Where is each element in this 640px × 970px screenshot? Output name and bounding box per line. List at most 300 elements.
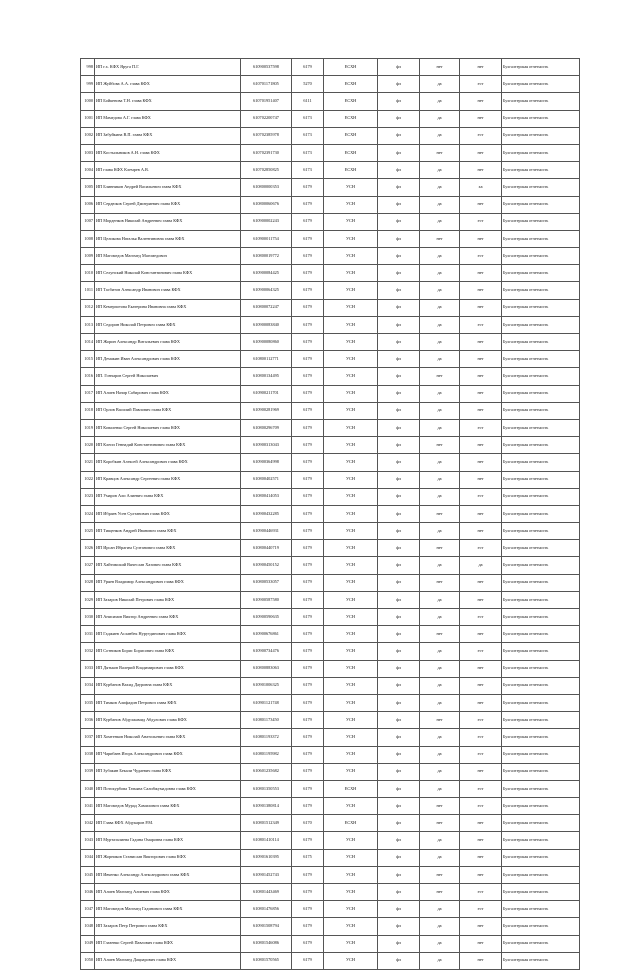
inn: 610900002243: [241, 213, 292, 230]
organization-name: ИП Тимков Алифадин Петрович глава КФХ: [95, 694, 241, 711]
row-number: 1020: [81, 437, 95, 454]
report-type: Бухгалтерская отчетность: [502, 694, 580, 711]
okved-code: 6179: [292, 884, 324, 901]
okved-code: 6179: [292, 248, 324, 265]
status-flag-2: нет: [460, 763, 502, 780]
okved-code: 6179: [292, 488, 324, 505]
organization-name: ИП Забуйкина В.П. глава КФХ: [95, 127, 241, 144]
entity-type: фл: [378, 798, 420, 815]
okved-code: 6179: [292, 952, 324, 969]
organization-name: ИП Клепп Геннадий Константинович глава КФХ: [95, 437, 241, 454]
inn: 610702850825: [241, 162, 292, 179]
entity-type: фл: [378, 76, 420, 93]
table-row: [81, 471, 580, 488]
okved-code: 6179: [292, 351, 324, 368]
table-row: [81, 488, 580, 505]
report-type: Бухгалтерская отчетность: [502, 798, 580, 815]
report-type: Бухгалтерская отчетность: [502, 729, 580, 746]
tax-regime: УСН: [324, 248, 378, 265]
status-flag-2: нет: [460, 454, 502, 471]
status-flag: да: [420, 385, 460, 402]
organization-name: ИП Анисимов Виктор Андреевич глава КФХ: [95, 609, 241, 626]
status-flag-2: ест: [460, 248, 502, 265]
table-row: [81, 677, 580, 694]
report-type: Бухгалтерская отчетность: [502, 935, 580, 952]
table-row: [81, 282, 580, 299]
status-flag-2: да: [460, 557, 502, 574]
status-flag-2: нет: [460, 677, 502, 694]
status-flag-2: нет: [460, 334, 502, 351]
tax-regime: УСН: [324, 471, 378, 488]
entity-type: фл: [378, 162, 420, 179]
inn: 610900450152: [241, 557, 292, 574]
tax-regime: УСН: [324, 763, 378, 780]
report-type: Бухгалтерская отчетность: [502, 591, 580, 608]
tax-regime: УСН: [324, 299, 378, 316]
registry-table-body: [81, 59, 580, 970]
row-number: 1024: [81, 505, 95, 522]
tax-regime: ЕСХН: [324, 144, 378, 161]
table-row: [81, 866, 580, 883]
report-type: Бухгалтерская отчетность: [502, 419, 580, 436]
status-flag-2: ест: [460, 488, 502, 505]
inn: 610801410114: [241, 832, 292, 849]
okved-code: 6179: [292, 540, 324, 557]
row-number: 1023: [81, 488, 95, 505]
status-flag-2: нет: [460, 110, 502, 127]
entity-type: фл: [378, 437, 420, 454]
status-flag: да: [420, 471, 460, 488]
okved-code: 6179: [292, 660, 324, 677]
inn: 610901508794: [241, 918, 292, 935]
tax-regime: УСН: [324, 557, 378, 574]
inn: 610800112771: [241, 351, 292, 368]
entity-type: фл: [378, 591, 420, 608]
report-type: Бухгалтерская отчетность: [502, 471, 580, 488]
report-type: Бухгалтерская отчетность: [502, 59, 580, 76]
entity-type: фл: [378, 179, 420, 196]
inn: 610900080860: [241, 334, 292, 351]
inn: 610601235682: [241, 763, 292, 780]
inn: 610801570565: [241, 952, 292, 969]
okved-code: 6179: [292, 437, 324, 454]
entity-type: фл: [378, 626, 420, 643]
table-row: [81, 660, 580, 677]
status-flag-2: нет: [460, 402, 502, 419]
row-number: 1039: [81, 763, 95, 780]
tax-regime: ЕСХН: [324, 93, 378, 110]
row-number: 1016: [81, 368, 95, 385]
status-flag-2: ест: [460, 643, 502, 660]
entity-type: фл: [378, 127, 420, 144]
entity-type: фл: [378, 196, 420, 213]
entity-type: фл: [378, 351, 420, 368]
row-number: 1002: [81, 127, 95, 144]
table-row: [81, 179, 580, 196]
organization-name: ИП Кравцов Александр Сергеевич глава КФХ: [95, 471, 241, 488]
report-type: Бухгалтерская отчетность: [502, 763, 580, 780]
table-row: [81, 884, 580, 901]
report-type: Бухгалтерская отчетность: [502, 849, 580, 866]
row-number: 1022: [81, 471, 95, 488]
tax-regime: УСН: [324, 591, 378, 608]
okved-code: 6179: [292, 402, 324, 419]
organization-name: ИП Алиев Магомед Алиевич глава КФХ: [95, 884, 241, 901]
report-type: Бухгалтерская отчетность: [502, 952, 580, 969]
row-number: 1041: [81, 798, 95, 815]
status-flag-2: ест: [460, 798, 502, 815]
entity-type: фл: [378, 213, 420, 230]
tax-regime: УСН: [324, 402, 378, 419]
report-type: Бухгалтерская отчетность: [502, 557, 580, 574]
okved-code: 6179: [292, 609, 324, 626]
table-row: [81, 557, 580, 574]
tax-regime: УСН: [324, 351, 378, 368]
organization-name: ИП Сотников Борис Борисович глава КФХ: [95, 643, 241, 660]
status-flag: нет: [420, 230, 460, 247]
status-flag-2: нет: [460, 471, 502, 488]
report-type: Бухгалтерская отчетность: [502, 832, 580, 849]
row-number: 1007: [81, 213, 95, 230]
row-number: 1049: [81, 935, 95, 952]
status-flag-2: нет: [460, 162, 502, 179]
row-number: 1045: [81, 866, 95, 883]
tax-regime: ЕСХН: [324, 815, 378, 832]
tax-regime: ЕСХН: [324, 59, 378, 76]
inn: 610800019772: [241, 248, 292, 265]
okved-code: 6170: [292, 815, 324, 832]
organization-name: ИП Селунский Николай Константинович глава КФХ: [95, 265, 241, 282]
entity-type: фл: [378, 557, 420, 574]
organization-name: ИП Кемерпотова Екатерина Ивановна глава КФХ: [95, 299, 241, 316]
status-flag-2: нет: [460, 626, 502, 643]
status-flag-2: нет: [460, 523, 502, 540]
entity-type: фл: [378, 368, 420, 385]
organization-name: ИП Коваленко Сергей Николаевич глава КФХ: [95, 419, 241, 436]
okved-code: 6179: [292, 523, 324, 540]
organization-name: ИП Ивченко Александр Александрович глава КФХ: [95, 866, 241, 883]
row-number: 1008: [81, 230, 95, 247]
tax-regime: УСН: [324, 866, 378, 883]
organization-name: ИП Магомедов Мурад Хамилович глава КФХ: [95, 798, 241, 815]
entity-type: фл: [378, 505, 420, 522]
tax-regime: УСН: [324, 316, 378, 333]
report-type: Бухгалтерская отчетность: [502, 643, 580, 660]
entity-type: фл: [378, 609, 420, 626]
entity-type: фл: [378, 780, 420, 797]
entity-type: фл: [378, 385, 420, 402]
okved-code: 6111: [292, 93, 324, 110]
report-type: Бухгалтерская отчетность: [502, 488, 580, 505]
okved-code: 6179: [292, 454, 324, 471]
organization-name: ИП Магомедов Магомед Магомедович: [95, 248, 241, 265]
tax-regime: УСН: [324, 935, 378, 952]
row-number: 1047: [81, 901, 95, 918]
entity-type: фл: [378, 935, 420, 952]
entity-type: фл: [378, 694, 420, 711]
inn: 610901380814: [241, 798, 292, 815]
status-flag-2: нет: [460, 935, 502, 952]
entity-type: фл: [378, 488, 420, 505]
tax-regime: ЕСХН: [324, 162, 378, 179]
status-flag: нет: [420, 574, 460, 591]
status-flag: да: [420, 76, 460, 93]
entity-type: фл: [378, 110, 420, 127]
status-flag-2: нет: [460, 144, 502, 161]
okved-code: 6179: [292, 694, 324, 711]
organization-name: ИП Зубакин Бекали Чудаевич глава КФХ: [95, 763, 241, 780]
row-number: 1019: [81, 419, 95, 436]
organization-name: ИП Сердюков Сергей Дмитриевич глава КФХ: [95, 196, 241, 213]
status-flag: да: [420, 299, 460, 316]
status-flag-2: нет: [460, 591, 502, 608]
status-flag: да: [420, 694, 460, 711]
entity-type: фл: [378, 832, 420, 849]
status-flag-2: нет: [460, 832, 502, 849]
report-type: Бухгалтерская отчетность: [502, 265, 580, 282]
report-type: Бухгалтерская отчетность: [502, 368, 580, 385]
row-number: 1004: [81, 162, 95, 179]
report-type: Бухгалтерская отчетность: [502, 334, 580, 351]
table-row: [81, 93, 580, 110]
okved-code: 6179: [292, 419, 324, 436]
inn: 610800414053: [241, 488, 292, 505]
inn: 610900676861: [241, 626, 292, 643]
status-flag: да: [420, 334, 460, 351]
table-row: [81, 574, 580, 591]
organization-name: ИП. Гончаров Сергей Николаевич: [95, 368, 241, 385]
okved-code: 6179: [292, 385, 324, 402]
table-row: [81, 505, 580, 522]
status-flag-2: ест: [460, 419, 502, 436]
entity-type: фл: [378, 849, 420, 866]
okved-code: 6179: [292, 763, 324, 780]
inn: 610800533057: [241, 574, 292, 591]
inn: 610800072247: [241, 299, 292, 316]
table-row: [81, 780, 580, 797]
status-flag-2: нет: [460, 952, 502, 969]
status-flag: нет: [420, 884, 460, 901]
inn: 610702200747: [241, 110, 292, 127]
organization-name: ИП Алиев Назир Сабирович глава КФХ: [95, 385, 241, 402]
inn: 610900537598: [241, 59, 292, 76]
organization-name: ИП Глазенко Сергей Павлович глава КФХ: [95, 935, 241, 952]
report-type: Бухгалтерская отчетность: [502, 351, 580, 368]
table-row: [81, 523, 580, 540]
tax-regime: УСН: [324, 849, 378, 866]
row-number: 1005: [81, 179, 95, 196]
row-number: 1035: [81, 694, 95, 711]
okved-code: 6179: [292, 643, 324, 660]
row-number: 1042: [81, 815, 95, 832]
status-flag-2: нет: [460, 866, 502, 883]
report-type: Бухгалтерская отчетность: [502, 213, 580, 230]
table-row: [81, 385, 580, 402]
inn: 610901006325: [241, 677, 292, 694]
okved-code: 6179: [292, 334, 324, 351]
status-flag-2: нет: [460, 196, 502, 213]
entity-type: фл: [378, 299, 420, 316]
tax-regime: УСН: [324, 334, 378, 351]
entity-type: фл: [378, 471, 420, 488]
status-flag: да: [420, 591, 460, 608]
status-flag-2: ест: [460, 127, 502, 144]
okved-code: 6179: [292, 230, 324, 247]
organization-name: ИП Седорин Николай Петрович глава КФХ: [95, 316, 241, 333]
inn: 610900313043: [241, 437, 292, 454]
table-row: [81, 935, 580, 952]
registry-table: [80, 58, 580, 970]
report-type: Бухгалтерская отчетность: [502, 712, 580, 729]
inn: 610900446931: [241, 523, 292, 540]
organization-name: ИП Тищенков Андрей Иванович глава КФХ: [95, 523, 241, 540]
inn: 610801512349: [241, 815, 292, 832]
entity-type: фл: [378, 643, 420, 660]
entity-type: фл: [378, 419, 420, 436]
inn: 610900587580: [241, 591, 292, 608]
entity-type: фл: [378, 952, 420, 969]
status-flag: да: [420, 162, 460, 179]
tax-regime: УСН: [324, 265, 378, 282]
okved-code: 6173: [292, 162, 324, 179]
table-row: [81, 76, 580, 93]
row-number: 1025: [81, 523, 95, 540]
table-row: [81, 609, 580, 626]
report-type: Бухгалтерская отчетность: [502, 540, 580, 557]
row-number: 999: [81, 76, 95, 93]
tax-regime: УСН: [324, 282, 378, 299]
entity-type: фл: [378, 540, 420, 557]
inn: 610900064325: [241, 282, 292, 299]
tax-regime: УСН: [324, 643, 378, 660]
tax-regime: УСН: [324, 540, 378, 557]
tax-regime: УСН: [324, 918, 378, 935]
report-type: Бухгалтерская отчетность: [502, 918, 580, 935]
table-row: [81, 127, 580, 144]
tax-regime: ЕСХН: [324, 110, 378, 127]
okved-code: 6173: [292, 127, 324, 144]
organization-name: ИП глава КФХ Клемрев А.В.: [95, 162, 241, 179]
entity-type: фл: [378, 901, 420, 918]
row-number: 1038: [81, 746, 95, 763]
status-flag-2: нет: [460, 265, 502, 282]
status-flag: да: [420, 402, 460, 419]
status-flag-2: ест: [460, 780, 502, 797]
inn: 610901121748: [241, 694, 292, 711]
report-type: Бухгалтерская отчетность: [502, 437, 580, 454]
okved-code: 6179: [292, 798, 324, 815]
status-flag: да: [420, 523, 460, 540]
report-type: Бухгалтерская отчетность: [502, 316, 580, 333]
organization-name: ИП Костыльников А.Н. глава КФХ: [95, 144, 241, 161]
tax-regime: УСН: [324, 626, 378, 643]
row-number: 1034: [81, 677, 95, 694]
report-type: Бухгалтерская отчетность: [502, 454, 580, 471]
status-flag-2: нет: [460, 59, 502, 76]
row-number: 1046: [81, 884, 95, 901]
okved-code: 6179: [292, 591, 324, 608]
status-flag: нет: [420, 626, 460, 643]
table-row: [81, 540, 580, 557]
row-number: 1011: [81, 282, 95, 299]
tax-regime: УСН: [324, 832, 378, 849]
inn: 610801443469: [241, 884, 292, 901]
status-flag-2: ест: [460, 540, 502, 557]
report-type: Бухгалтерская отчетность: [502, 815, 580, 832]
status-flag-2: ест: [460, 316, 502, 333]
okved-code: 6179: [292, 505, 324, 522]
status-flag: да: [420, 832, 460, 849]
okved-code: 6179: [292, 712, 324, 729]
inn: 610801195982: [241, 746, 292, 763]
okved-code: 6179: [292, 832, 324, 849]
status-flag: да: [420, 935, 460, 952]
organization-name: ИП Мамедова А.Г. глава КФХ: [95, 110, 241, 127]
okved-code: 6179: [292, 316, 324, 333]
table-row: [81, 815, 580, 832]
status-flag: нет: [420, 712, 460, 729]
status-flag-2: нет: [460, 918, 502, 935]
report-type: Бухгалтерская отчетность: [502, 505, 580, 522]
table-row: [81, 196, 580, 213]
row-number: 1021: [81, 454, 95, 471]
organization-name: ИП Дятьков Валерий Владимирович глава КФХ: [95, 660, 241, 677]
table-row: [81, 712, 580, 729]
status-flag: да: [420, 763, 460, 780]
table-row: [81, 763, 580, 780]
status-flag: нет: [420, 540, 460, 557]
status-flag: да: [420, 213, 460, 230]
okved-code: 6175: [292, 849, 324, 866]
report-type: Бухгалтерская отчетность: [502, 660, 580, 677]
entity-type: фл: [378, 660, 420, 677]
entity-type: фл: [378, 729, 420, 746]
table-row: [81, 162, 580, 179]
status-flag-2: ха: [460, 179, 502, 196]
organization-name: ИП Целикова Наталья Валентиновна глава КФХ: [95, 230, 241, 247]
tax-regime: УСН: [324, 196, 378, 213]
organization-name: ИП Ибраев Усен Султанович глава КФХ: [95, 505, 241, 522]
status-flag: нет: [420, 815, 460, 832]
table-row: [81, 918, 580, 935]
status-flag: нет: [420, 59, 460, 76]
status-flag: да: [420, 265, 460, 282]
organization-name: ИП Тасбитов Александр Иванович глава КФХ: [95, 282, 241, 299]
status-flag: нет: [420, 368, 460, 385]
table-row: [81, 849, 580, 866]
status-flag: да: [420, 351, 460, 368]
entity-type: фл: [378, 454, 420, 471]
report-type: Бухгалтерская отчетность: [502, 282, 580, 299]
status-flag: нет: [420, 798, 460, 815]
status-flag-2: ест: [460, 213, 502, 230]
organization-name: ИП Жорников Станислав Викторович глава КФХ: [95, 849, 241, 866]
status-flag: да: [420, 660, 460, 677]
table-row: [81, 110, 580, 127]
report-type: Бухгалтерская отчетность: [502, 299, 580, 316]
report-type: Бухгалтерская отчетность: [502, 746, 580, 763]
report-type: Бухгалтерская отчетность: [502, 179, 580, 196]
tax-regime: УСН: [324, 901, 378, 918]
report-type: Бухгалтерская отчетность: [502, 884, 580, 901]
entity-type: фл: [378, 248, 420, 265]
row-number: 1050: [81, 952, 95, 969]
inn: 610901452743: [241, 866, 292, 883]
report-type: Бухгалтерская отчетность: [502, 574, 580, 591]
row-number: 1029: [81, 591, 95, 608]
tax-regime: УСН: [324, 574, 378, 591]
status-flag: нет: [420, 866, 460, 883]
